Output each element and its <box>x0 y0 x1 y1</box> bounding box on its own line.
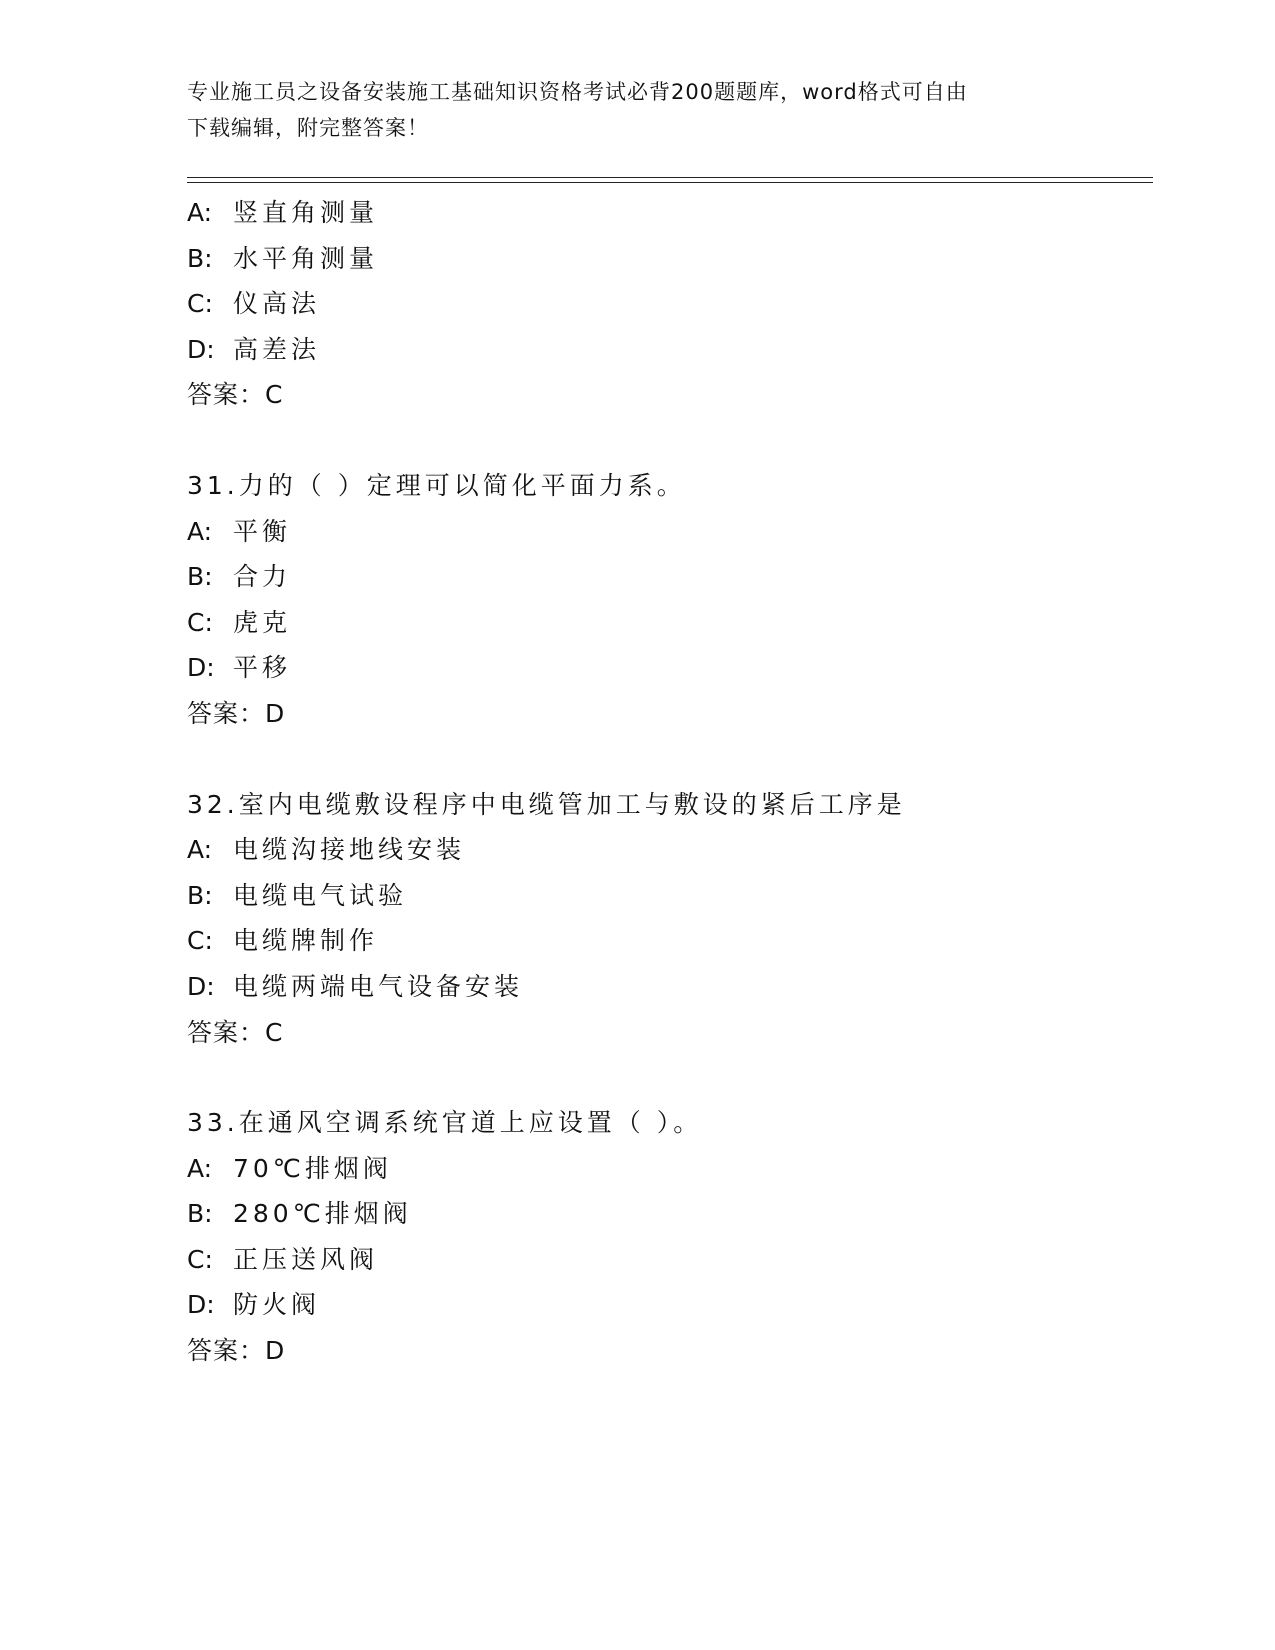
option-row <box>187 600 1153 646</box>
option-text: 电缆沟接地线安装 <box>233 835 466 865</box>
option-row <box>187 554 1153 600</box>
spacer <box>187 418 1153 463</box>
option-letter: C: <box>187 926 213 956</box>
question-block-32 <box>187 782 1153 1056</box>
question-stem: 33.在通风空调系统官道上应设置（ ）。 <box>187 1108 703 1138</box>
answer-line: 答案：C <box>187 1017 284 1047</box>
option-text: 电缆电气试验 <box>233 880 408 910</box>
option-row <box>187 1146 1153 1192</box>
option-row <box>187 827 1153 873</box>
option-text: 防火阀 <box>233 1290 321 1320</box>
option-text: 平移 <box>233 653 292 683</box>
option-letter: A: <box>187 516 213 546</box>
option-letter: C: <box>187 289 213 319</box>
option-row <box>187 509 1153 555</box>
option-letter: A: <box>187 835 213 865</box>
option-row <box>187 236 1153 282</box>
option-text: 竖直角测量 <box>233 198 379 227</box>
option-text: 电缆两端电气设备安装 <box>233 971 524 1001</box>
option-row <box>187 1237 1153 1283</box>
option-letter: B: <box>187 880 213 910</box>
option-letter: A: <box>187 198 213 227</box>
option-text: 70℃排烟阀 <box>233 1153 392 1183</box>
option-letter: D: <box>187 653 215 683</box>
option-row <box>187 1282 1153 1328</box>
option-letter: B: <box>187 243 213 273</box>
option-letter: B: <box>187 1199 213 1229</box>
option-text: 高差法 <box>233 334 321 364</box>
option-text: 水平角测量 <box>233 243 379 273</box>
option-row <box>187 645 1153 691</box>
option-letter: C: <box>187 1244 213 1274</box>
spacer <box>187 737 1153 782</box>
option-row <box>187 1191 1153 1237</box>
question-list <box>187 190 1153 1374</box>
option-row <box>187 281 1153 327</box>
option-row <box>187 964 1153 1010</box>
option-text: 电缆牌制作 <box>233 926 379 956</box>
option-letter: D: <box>187 971 215 1001</box>
option-letter: D: <box>187 1290 215 1320</box>
header-title-line-1: 专业施工员之设备安装施工基础知识资格考试必背200题题库，word格式可自由 <box>187 80 968 104</box>
option-text: 虎克 <box>233 607 292 637</box>
question-block-30 <box>187 190 1153 418</box>
question-stem: 31.力的（ ）定理可以简化平面力系。 <box>187 470 686 500</box>
spacer <box>187 1055 1153 1100</box>
header-divider-bottom <box>187 182 1153 183</box>
answer-line: 答案：D <box>187 698 286 728</box>
option-letter: C: <box>187 607 213 637</box>
option-text: 正压送风阀 <box>233 1244 379 1274</box>
question-block-31 <box>187 463 1153 737</box>
header-title-line-2: 下载编辑，附完整答案！ <box>187 116 429 140</box>
option-text: 合力 <box>233 562 292 592</box>
option-letter: B: <box>187 562 213 592</box>
option-row <box>187 918 1153 964</box>
answer-line: 答案：D <box>187 1336 286 1366</box>
option-letter: D: <box>187 334 215 364</box>
option-row <box>187 327 1153 373</box>
answer-line: 答案：C <box>187 380 284 410</box>
option-row <box>187 190 1153 236</box>
question-block-33 <box>187 1100 1153 1374</box>
question-stem: 32.室内电缆敷设程序中电缆管加工与敷设的紧后工序是 <box>187 789 906 819</box>
option-row <box>187 873 1153 919</box>
option-text: 280℃排烟阀 <box>233 1199 412 1229</box>
option-letter: A: <box>187 1153 213 1183</box>
header-divider-top <box>187 177 1153 178</box>
option-text: 仪高法 <box>233 289 321 319</box>
option-text: 平衡 <box>233 516 292 546</box>
document-header <box>187 74 1087 146</box>
